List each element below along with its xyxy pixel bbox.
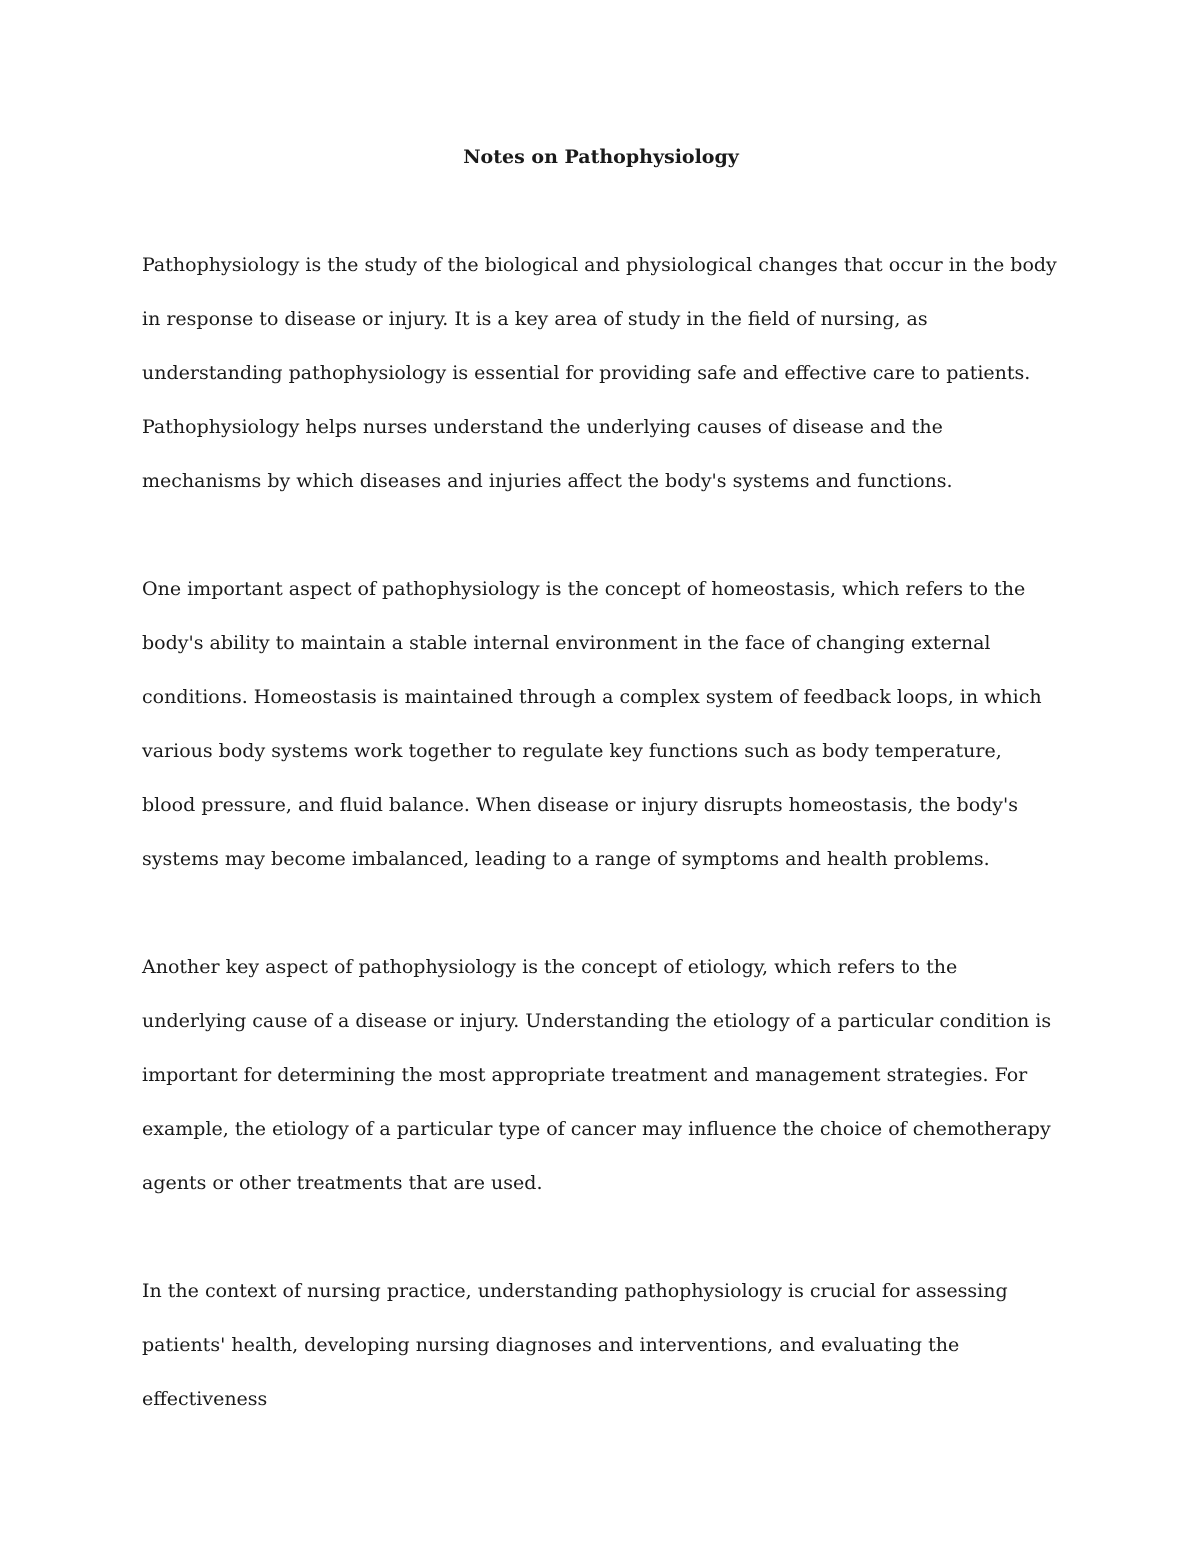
paragraph-4: In the context of nursing practice, understanding pathophysiology is crucial for assessing patients' health, developing nursing diagnoses and interventions, and evaluating the effectiveness [142,1280,1008,1410]
paragraph-3: Another key aspect of pathophysiology is the concept of etiology, which refers to the underlying cause of a disease or injury. Understanding the etiology of a particular condition is important for determining the most appropriate treatment and management strategies. For example, the etiology of a particular type of cancer may influence the choice of chemotherapy agents or other treatments that are used. [142,956,1052,1194]
document-body [142,130,1060,1480]
paragraph-2: One important aspect of pathophysiology is the concept of homeostasis, which refers to the body's ability to maintain a stable internal environment in the face of changing external conditions. Homeostasis is maintained through a complex system of feedback loops, in which various body systems work together to regulate key functions such as body temperature, blood pressure, and fluid balance. When disease or injury disrupts homeostasis, the body's systems may become imbalanced, leading to a range of symptoms and health problems. [142,578,1042,870]
paragraph-1: Pathophysiology is the study of the biological and physiological changes that occur in the body in response to disease or injury. It is a key area of study in the field of nursing, as understanding pathophysiology is essential for providing safe and effective care to patients. Pathophysiology helps nurses understand the underlying causes of disease and the mechanisms by which diseases and injuries affect the body's systems and functions. [142,254,1057,492]
document-title: Notes on Pathophysiology [463,146,739,168]
